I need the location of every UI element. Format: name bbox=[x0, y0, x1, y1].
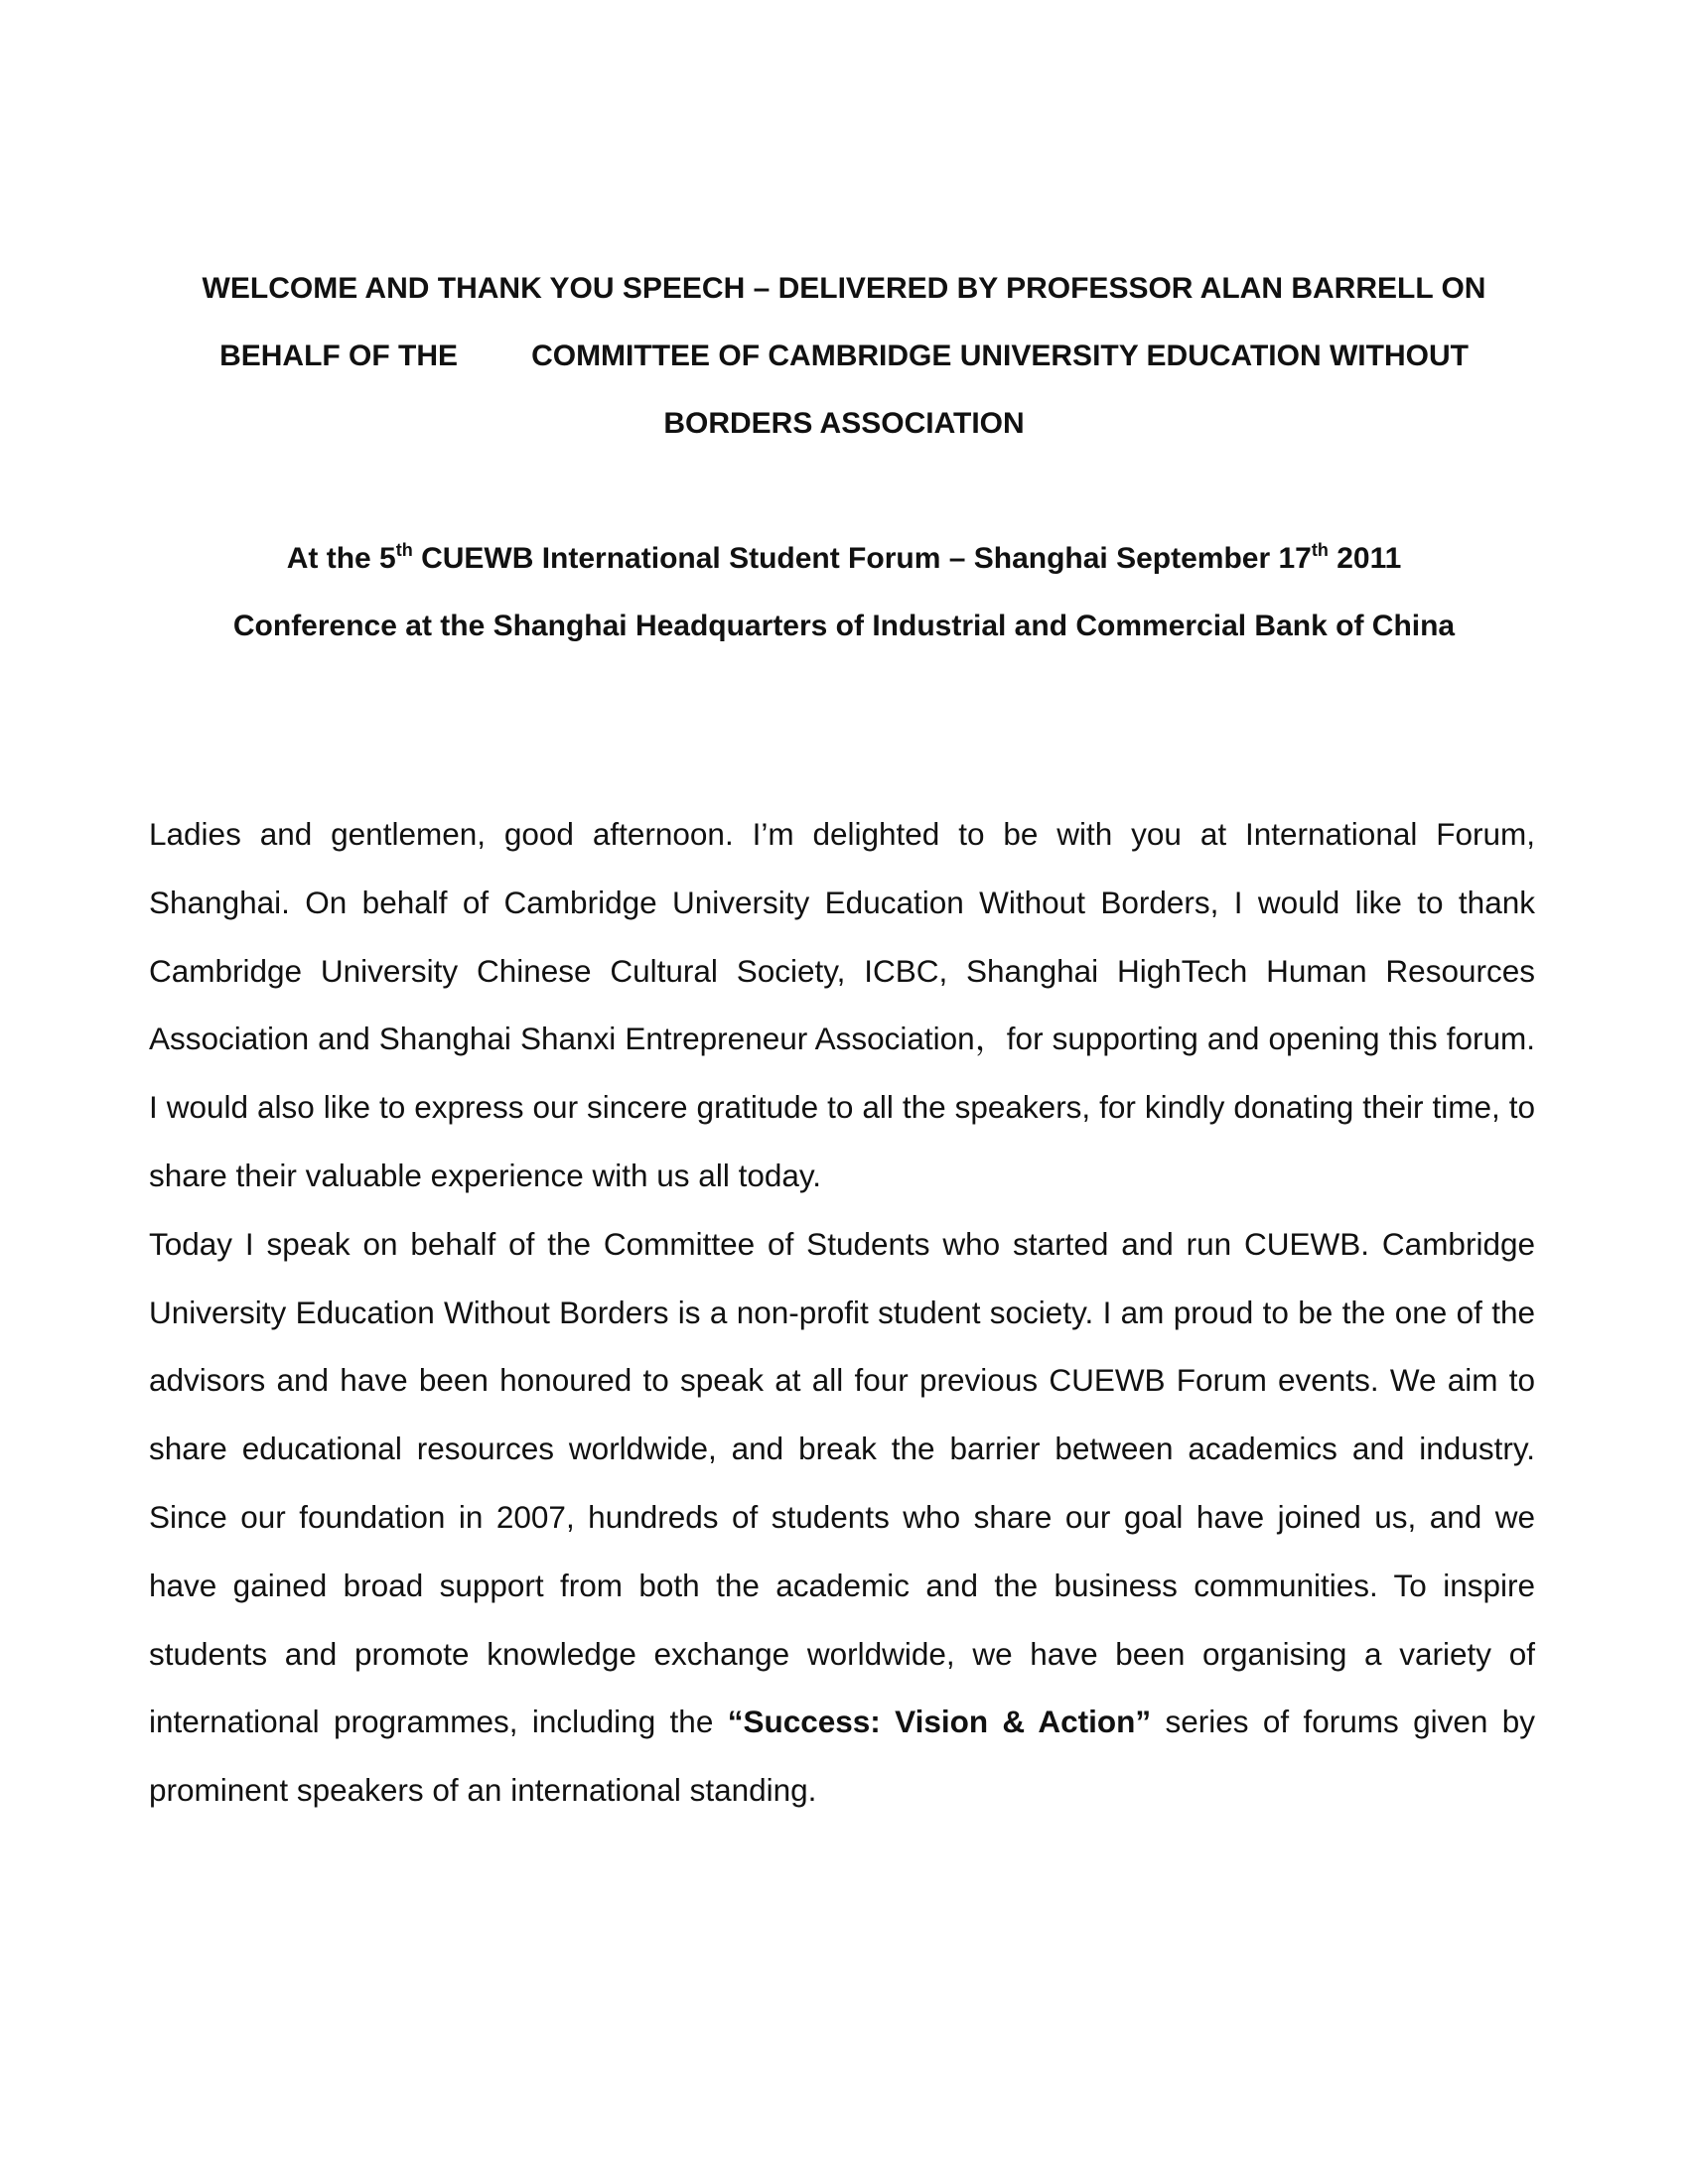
title-line-2-end: COMMITTEE OF CAMBRIDGE UNIVERSITY EDUCATION WITHOUT bbox=[531, 340, 1469, 372]
subtitle-part-a: At the 5 bbox=[286, 542, 396, 575]
subtitle-part-b: CUEWB International Student Forum – Shanghai September 17 bbox=[412, 542, 1312, 575]
ordinal-suffix: th bbox=[395, 540, 413, 560]
title-line-3: BORDERS ASSOCIATION bbox=[663, 407, 1025, 440]
paragraph-2-text: Today I speak on behalf of the Committee of Students who started and run CUEWB. Cambridge University Education Without Borders is a non-profit student society. I am proud to be the one of the advisors and have been honoured to speak at all four previous CUEWB Forum events. We aim to share educational resources worldwide, and break the barrier between academics and industry. Since our foundation in 2007, hundreds of students who share our goal have joined us, and we have gained broad support from both the academic and the business communities. To inspire students and promote knowledge exchange worldwide, we have been organising a variety of international programmes, including the bbox=[149, 1225, 1535, 1740]
speech-subtitle bbox=[149, 525, 1539, 660]
programme-title: “Success: Vision & Action” bbox=[727, 1704, 1152, 1740]
speech-title bbox=[149, 255, 1539, 458]
paragraph-2 bbox=[149, 1210, 1535, 1825]
title-line-2-start: BEHALF OF THE bbox=[219, 340, 459, 372]
subtitle-line-1 bbox=[149, 525, 1539, 593]
title-line-2 bbox=[149, 323, 1539, 390]
ordinal-suffix: th bbox=[1311, 540, 1329, 560]
subtitle-line-2: Conference at the Shanghai Headquarters of Industrial and Commercial Bank of China bbox=[232, 610, 1456, 642]
subtitle-part-c: 2011 bbox=[1328, 542, 1402, 575]
paragraph-2-end: series of forums given by prominent speakers of an international standing. bbox=[149, 1704, 1535, 1809]
paragraph-1: Ladies and gentlemen, good afternoon. I’m delighted to be with you at International Forum, Shanghai. On behalf of Cambridge University Education Without Borders, I would like to thank Cambridge University Chinese Cultural Society, ICBC, Shanghai HighTech Human Resources Association and Shanghai Shanxi Entrepreneur Association，for supporting and opening this forum. I would also like to express our sincere gratitude to all the speakers, for kindly donating their time, to share their valuable experience with us all today. bbox=[149, 816, 1535, 1193]
title-line-1: WELCOME AND THANK YOU SPEECH – DELIVERED BY PROFESSOR ALAN BARRELL ON bbox=[202, 272, 1486, 305]
speech-body bbox=[149, 800, 1535, 1825]
